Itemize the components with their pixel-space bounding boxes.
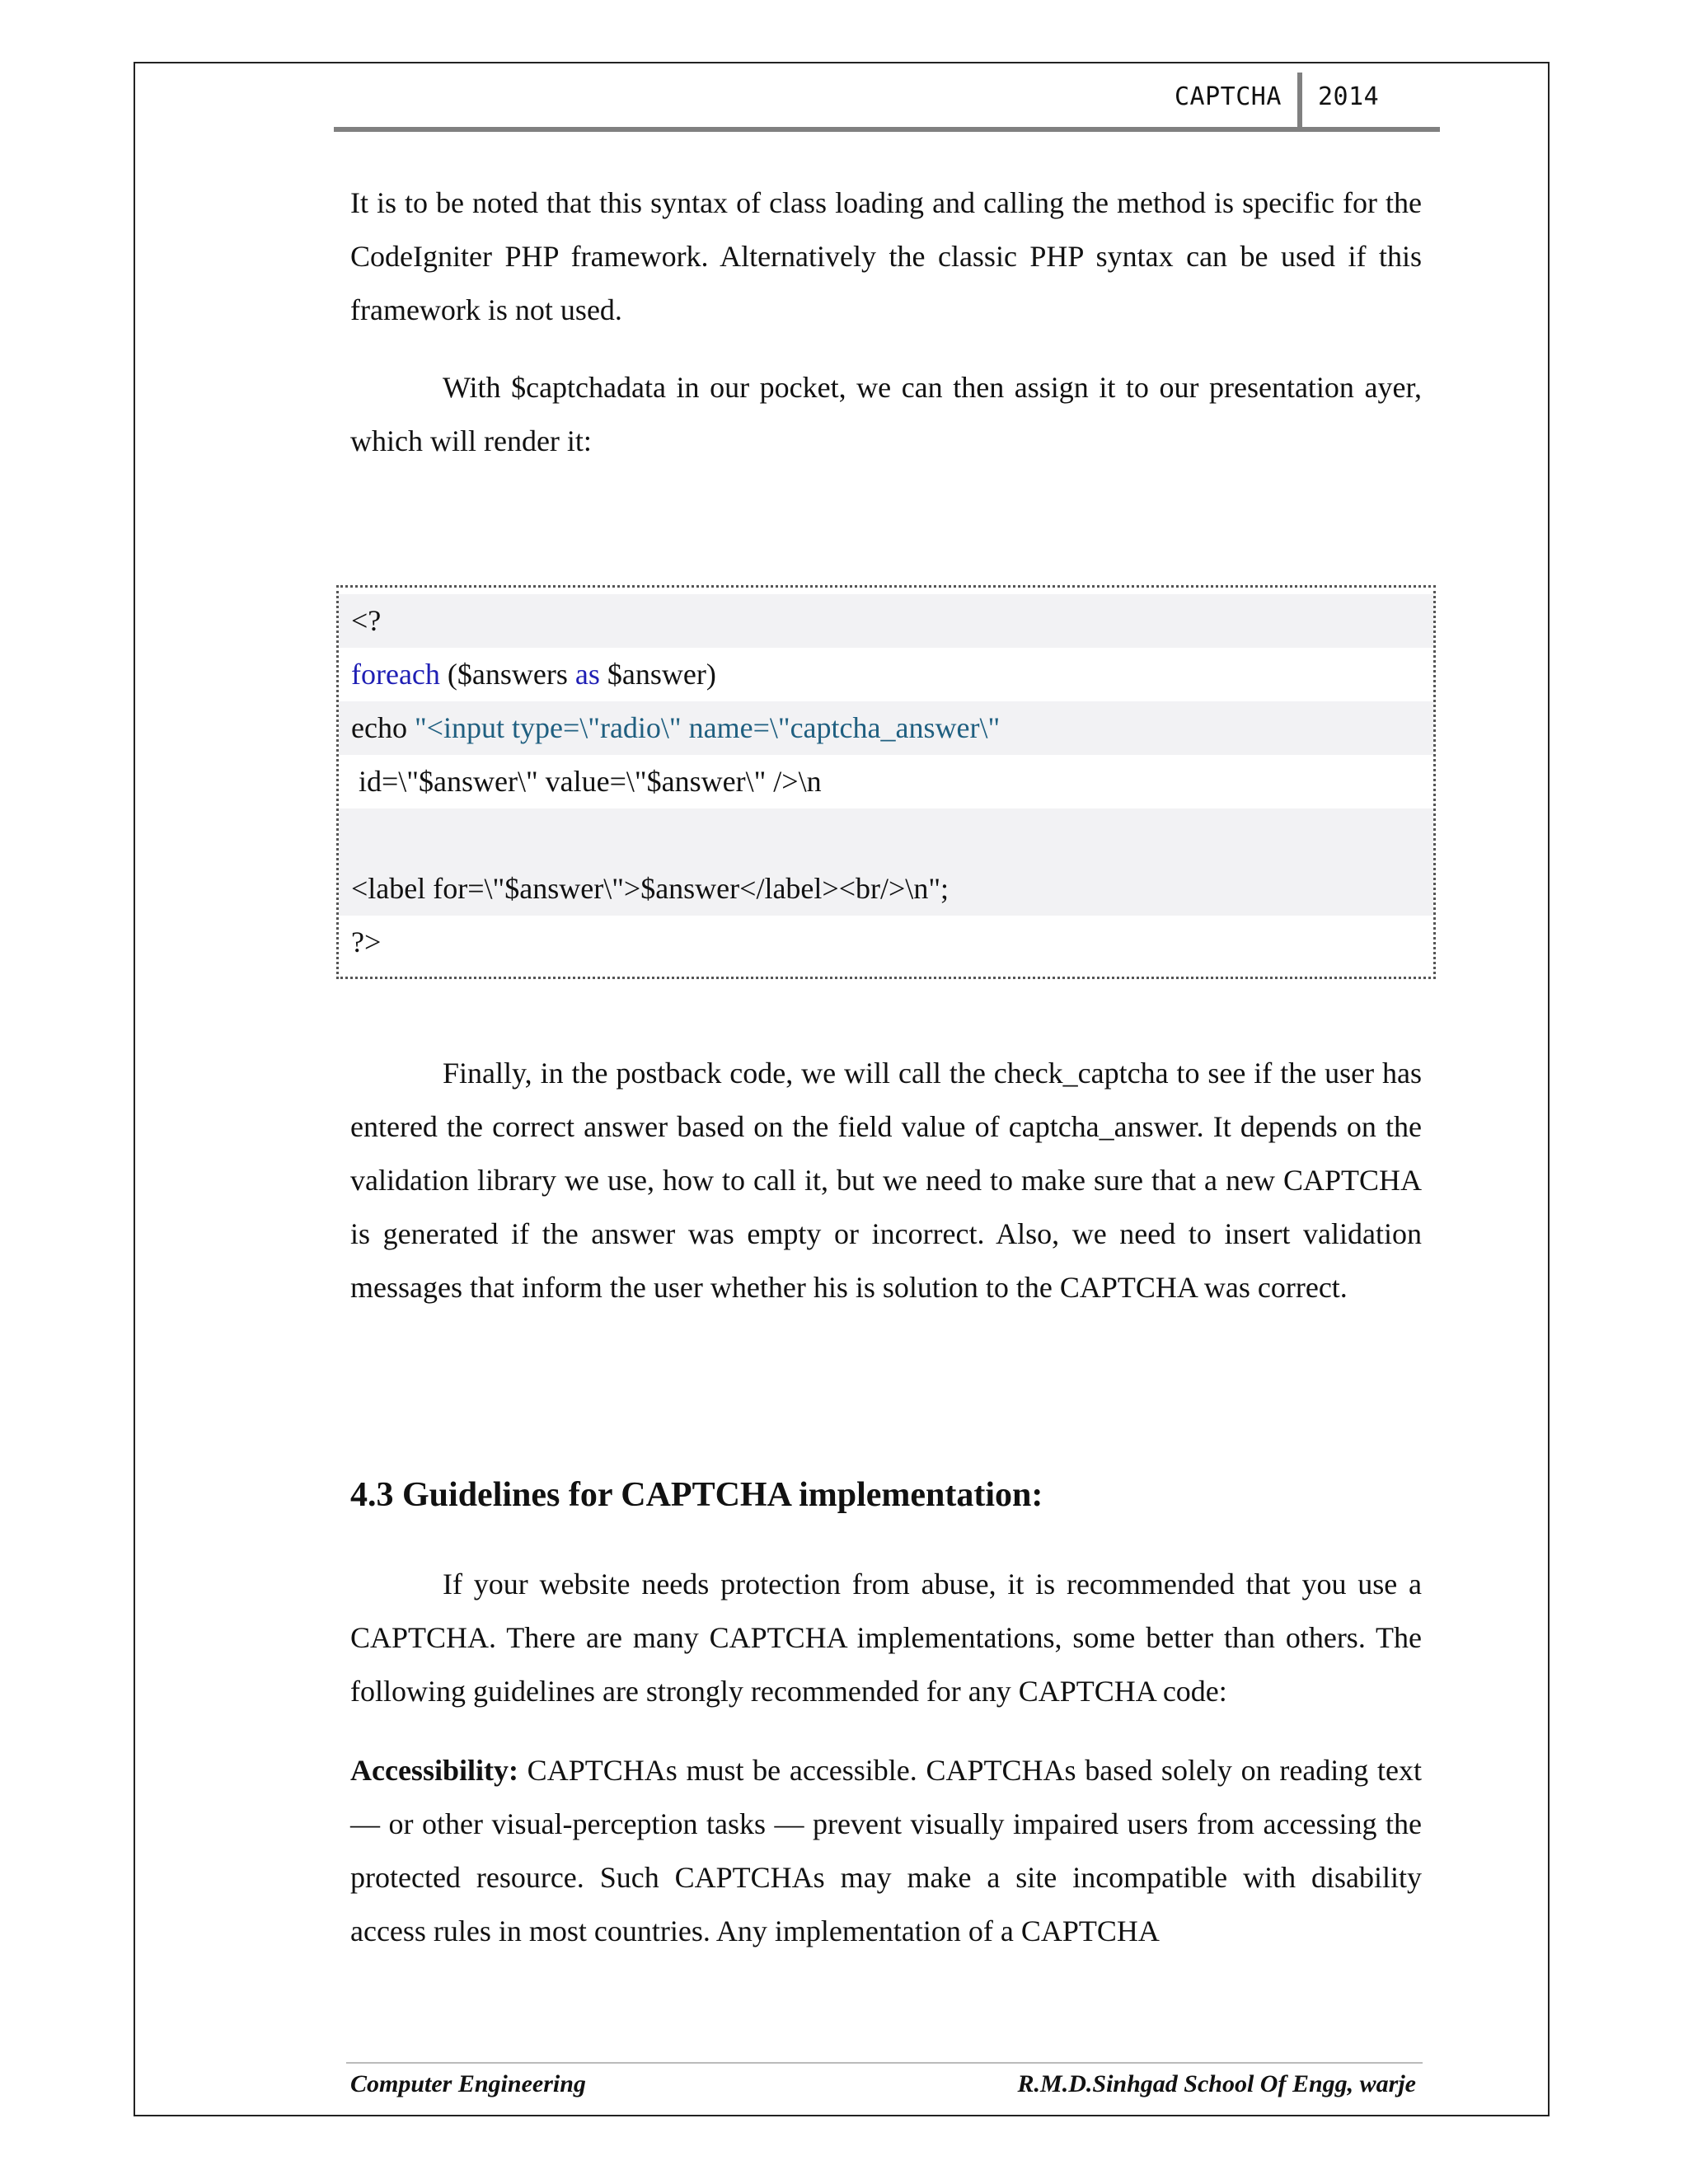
footer-department: Computer Engineering (350, 2070, 586, 2097)
code-line-open: <? (339, 594, 1433, 648)
code-line-foreach (339, 648, 1433, 701)
code-text: echo (351, 711, 415, 744)
code-line-echo (339, 701, 1433, 755)
paragraph-syntax-note: It is to be noted that this syntax of class loading and calling the method is specific for the CodeIgniter PHP framework. Alternatively the classic PHP syntax can be used if this framework is not used. (350, 186, 1422, 326)
footer-institution: R.M.D.Sinhgad School Of Engg, warje (1017, 2070, 1416, 2097)
code-text: ($answers (439, 658, 575, 691)
accessibility-text: CAPTCHAs must be accessible. CAPTCHAs based solely on reading text — or other visual-perception tasks — prevent visually impaired users from accessing the protected resource. Such CAPTCHAs may make a site incompatible with disability access rules in most countries. Any implementation of a CAPTCHA (350, 1754, 1422, 1947)
header-rule (334, 127, 1440, 132)
code-line-attrs: id=\"$answer\" value=\"$answer\" />\n (351, 765, 822, 798)
header-title: CAPTCHA (1175, 82, 1282, 111)
code-keyword-as: as (574, 658, 600, 691)
code-block (336, 585, 1436, 979)
code-line-blank (339, 808, 1433, 862)
paragraph-postback: Finally, in the postback code, we will call the check_captcha to see if the user has entered the correct answer based on the field value of captcha_answer. It depends on the validation library we use, how to call it, but we need to make sure that a new CAPTCHA is generated if the answer was empty or incorrect. Also, we need to insert validation messages that inform the user whether his is solution to the CAPTCHA was correct. (350, 1057, 1422, 1304)
footer-rule (346, 2062, 1423, 2064)
header-separator (1297, 73, 1302, 132)
page-header (334, 73, 1440, 132)
code-string: "<input type=\"radio\" name=\"captcha_answer\" (414, 711, 1001, 744)
code-line-label: <label for=\"$answer\">$answer</label><br/>\n"; (339, 862, 1433, 916)
paragraph-accessibility (350, 1744, 1422, 1958)
header-year: 2014 (1318, 82, 1380, 111)
accessibility-label: Accessibility: (350, 1754, 518, 1787)
section-heading: 4.3 Guidelines for CAPTCHA implementation: (350, 1476, 1043, 1514)
paragraph-guidelines-intro: If your website needs protection from abuse, it is recommended that you use a CAPTCHA. There are many CAPTCHA implementations, some better than others. The following guidelines are strongly recommended for any CAPTCHA code: (350, 1568, 1422, 1708)
code-keyword-foreach: foreach (351, 658, 440, 691)
code-text: $answer) (599, 658, 716, 691)
code-line-close: ?> (351, 926, 382, 958)
paragraph-captchadata: With $captchadata in our pocket, we can then assign it to our presentation ayer, which will render it: (350, 371, 1422, 457)
